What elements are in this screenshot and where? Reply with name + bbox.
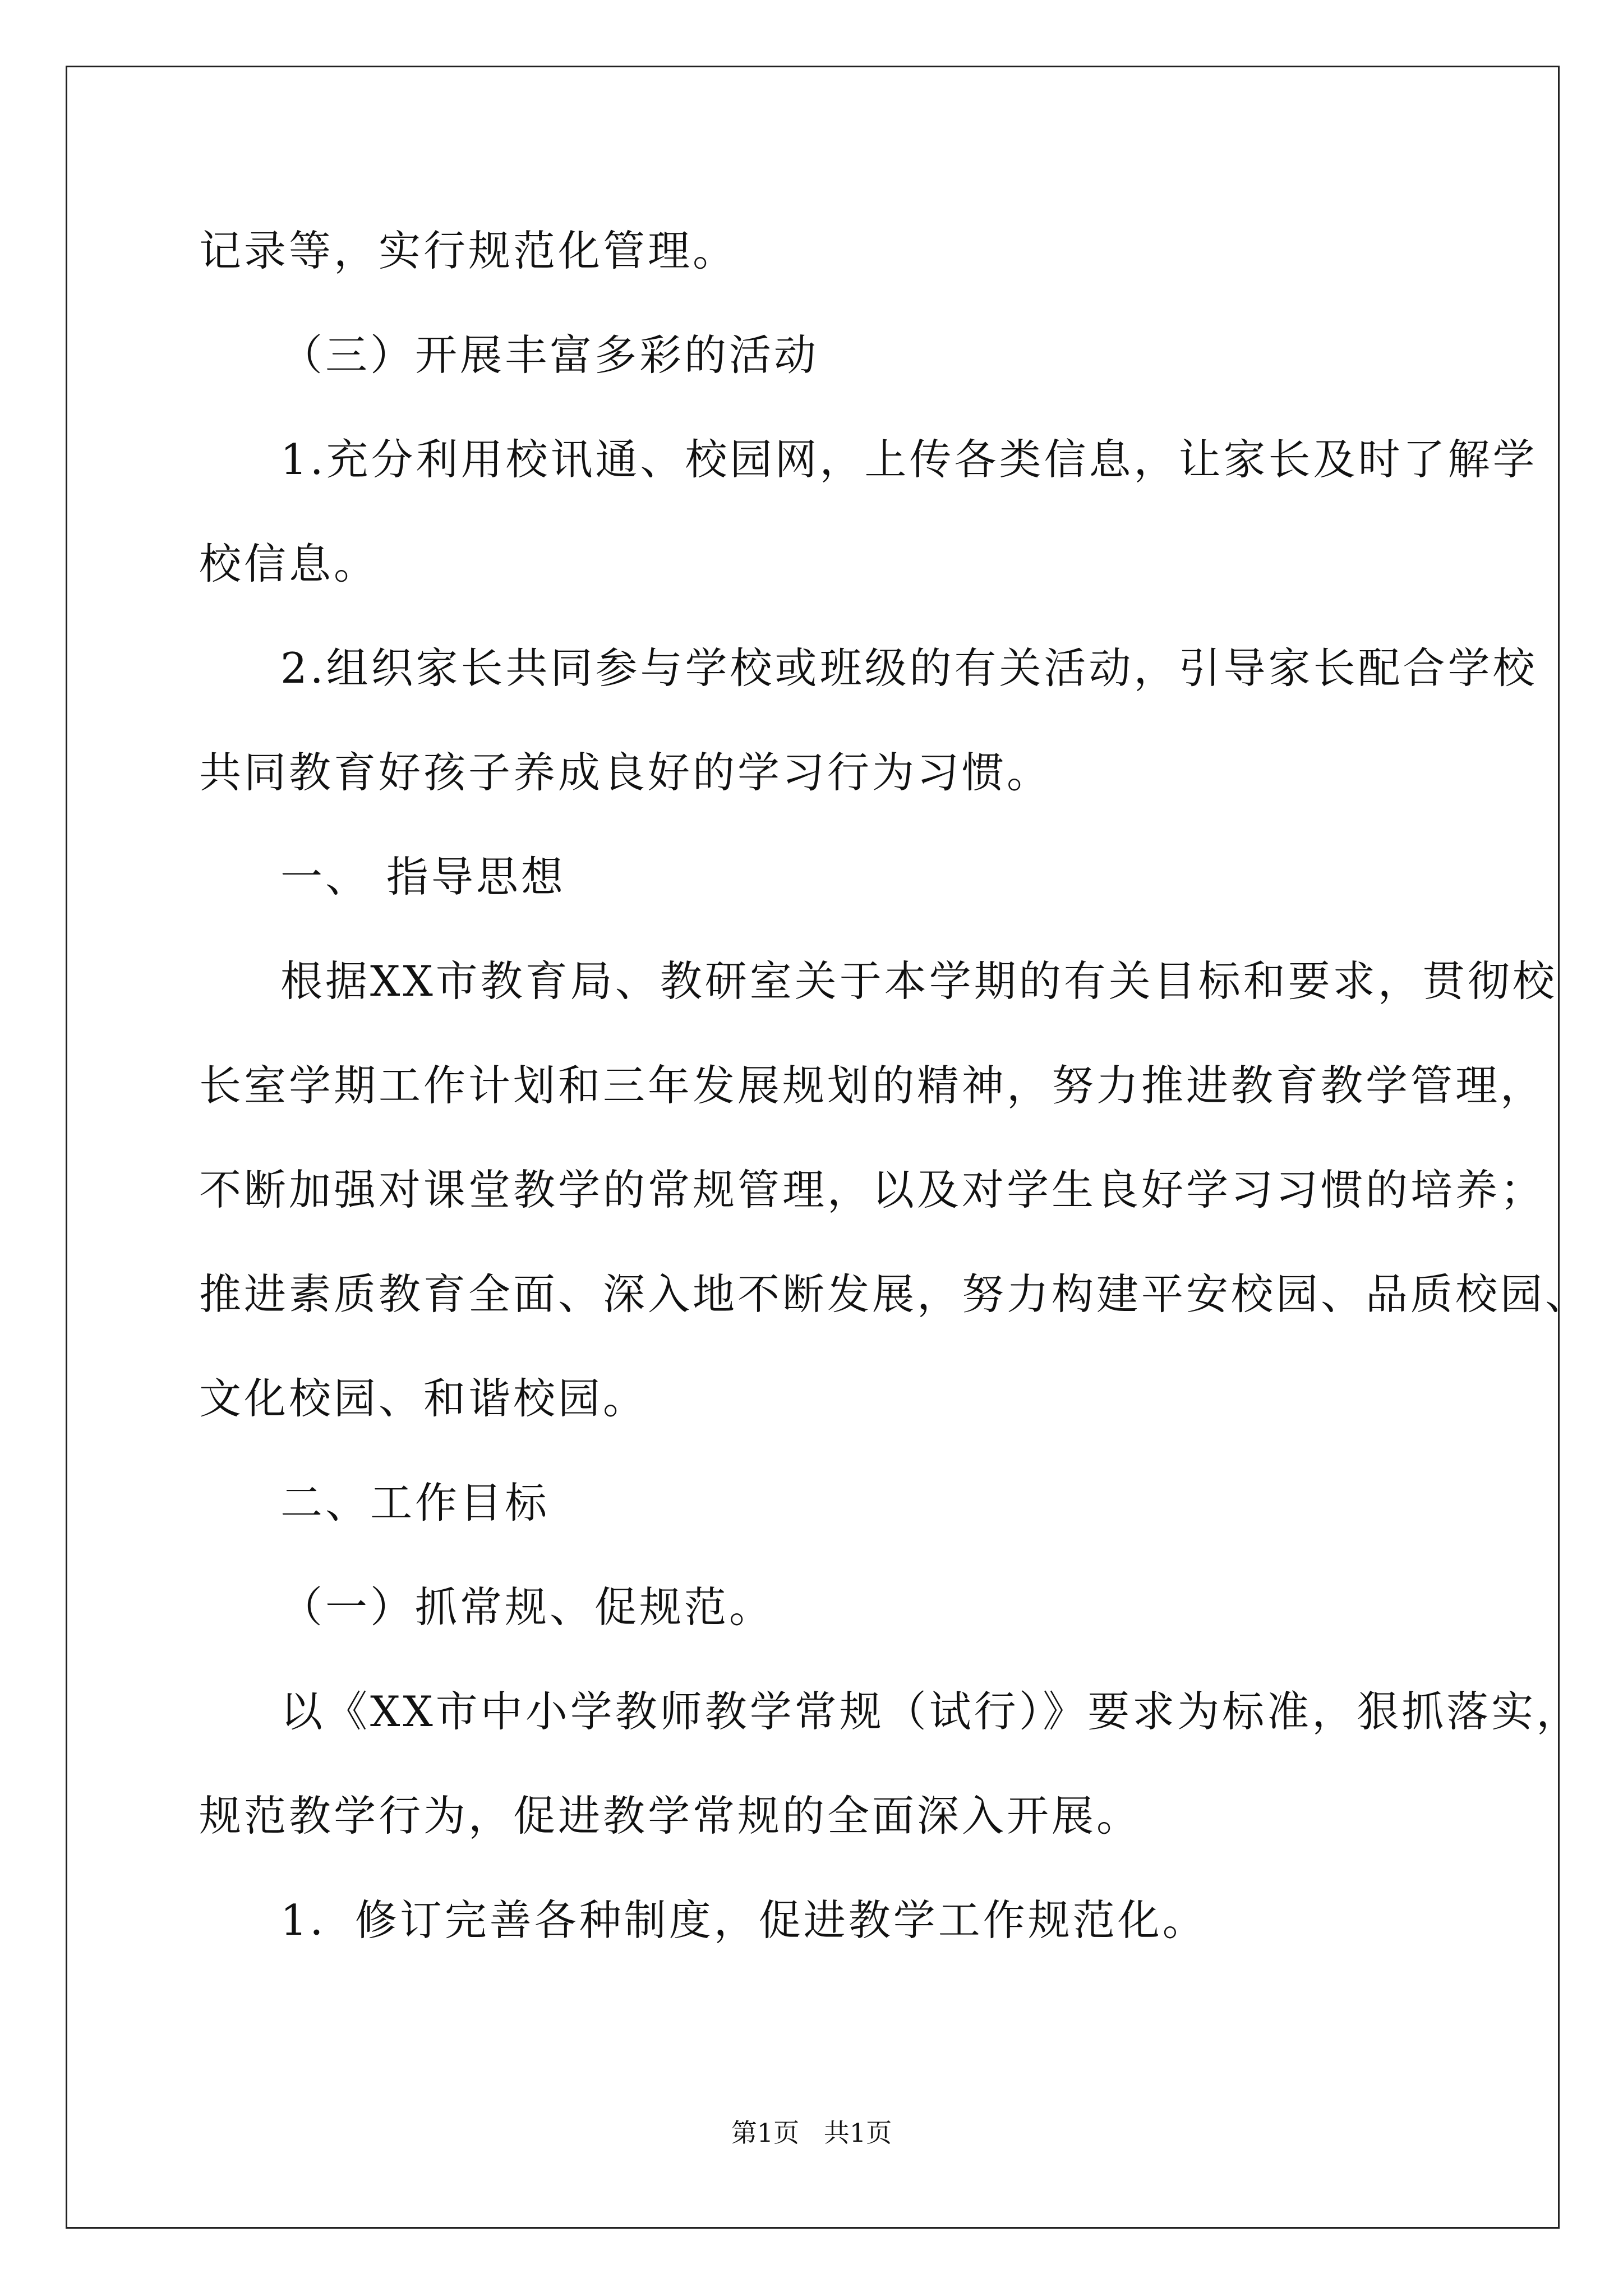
body-line: 记录等，实行规范化管理。 <box>199 226 738 275</box>
body-line: 1.充分利用校讯通、校园网，上传各类信息，让家长及时了解学 <box>280 435 1538 484</box>
body-line: 长室学期工作计划和三年发展规划的精神，努力推进教育教学管理， <box>199 1061 1546 1110</box>
body-line: 不断加强对课堂教学的常规管理，以及对学生良好学习习惯的培养； <box>199 1165 1546 1214</box>
section-heading: （一）抓常规、促规范。 <box>280 1582 774 1632</box>
section-heading: 二、工作目标 <box>280 1478 550 1527</box>
body-line: 1．修订完善各种制度，促进教学工作规范化。 <box>280 1895 1207 1945</box>
section-heading: （三）开展丰富多彩的活动 <box>280 330 819 380</box>
body-line: 文化校园、和谐校园。 <box>199 1374 648 1423</box>
body-line: 校信息。 <box>199 539 379 588</box>
body-line: 推进素质教育全面、深入地不断发展，努力构建平安校园、品质校园、 <box>199 1269 1590 1319</box>
page-footer: 第1页 共1页 <box>731 2118 892 2148</box>
body-line: 以《XX市中小学教师教学常规（试行）》要求为标准，狠抓落实， <box>280 1687 1581 1736</box>
body-line: 共同教育好孩子养成良好的学习行为习惯。 <box>199 748 1052 797</box>
body-line: 规范教学行为，促进教学常规的全面深入开展。 <box>199 1791 1142 1841</box>
body-line: 2.组织家长共同参与学校或班级的有关活动，引导家长配合学校 <box>280 643 1538 693</box>
section-heading: 一、 指导思想 <box>280 852 566 901</box>
body-line: 根据XX市教育局、教研室关于本学期的有关目标和要求，贯彻校 <box>280 956 1557 1006</box>
